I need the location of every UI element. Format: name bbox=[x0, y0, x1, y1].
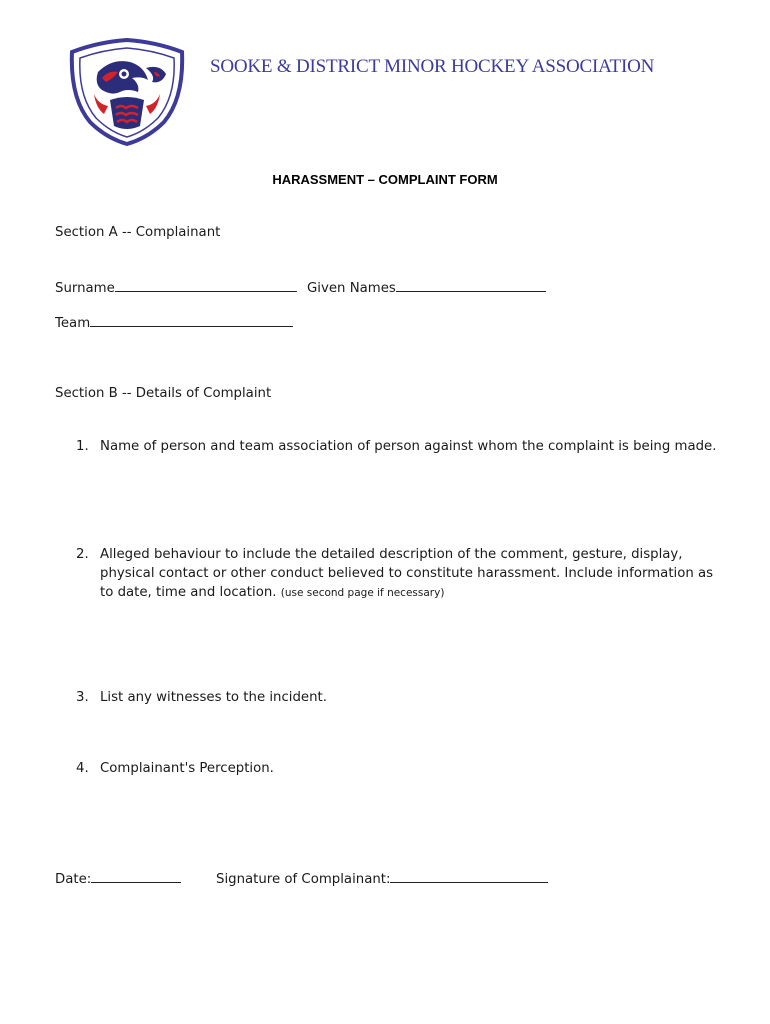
surname-field[interactable] bbox=[55, 277, 297, 296]
section-b-heading: Section B -- Details of Complaint bbox=[55, 386, 272, 401]
list-item bbox=[76, 759, 746, 779]
item-text-block bbox=[100, 545, 730, 603]
date-field[interactable] bbox=[55, 868, 181, 887]
organization-name: SOOKE & DISTRICT MINOR HOCKEY ASSOCIATION bbox=[210, 56, 655, 77]
signature-input-line[interactable] bbox=[390, 870, 548, 883]
given-names-input-line[interactable] bbox=[396, 279, 546, 292]
item-text: List any witnesses to the incident. bbox=[100, 690, 327, 705]
item-text: Complainant's Perception. bbox=[100, 761, 274, 776]
section-a-heading: Section A -- Complainant bbox=[55, 225, 221, 240]
date-label: Date: bbox=[55, 872, 92, 887]
item-text: Alleged behaviour to include the detailed description of the comment, gesture, display, physical contact or other conduct believed to constitute harassment. Include information as to date, time and location. bbox=[100, 547, 714, 600]
signature-label: Signature of Complainant: bbox=[216, 872, 391, 887]
item-note: (use second page if necessary) bbox=[280, 587, 445, 599]
form-title: HARASSMENT – COMPLAINT FORM bbox=[272, 172, 498, 187]
eagle-crest-shield-icon bbox=[68, 38, 186, 146]
association-logo bbox=[68, 38, 186, 146]
team-input-line[interactable] bbox=[90, 314, 293, 327]
surname-input-line[interactable] bbox=[115, 279, 297, 292]
item-number: 2. bbox=[76, 547, 89, 562]
surname-label: Surname bbox=[55, 281, 115, 296]
team-field[interactable] bbox=[55, 312, 293, 331]
date-input-line[interactable] bbox=[91, 870, 181, 883]
item-number: 1. bbox=[76, 439, 89, 454]
list-item bbox=[76, 545, 746, 605]
given-names-label: Given Names bbox=[307, 281, 396, 296]
item-number: 4. bbox=[76, 761, 89, 776]
item-text: Name of person and team association of person against whom the complaint is being made. bbox=[100, 439, 717, 454]
list-item bbox=[76, 437, 746, 477]
team-label: Team bbox=[55, 316, 91, 331]
list-item bbox=[76, 688, 746, 708]
signature-field[interactable] bbox=[216, 868, 548, 887]
given-names-field[interactable] bbox=[307, 277, 546, 296]
item-number: 3. bbox=[76, 690, 89, 705]
